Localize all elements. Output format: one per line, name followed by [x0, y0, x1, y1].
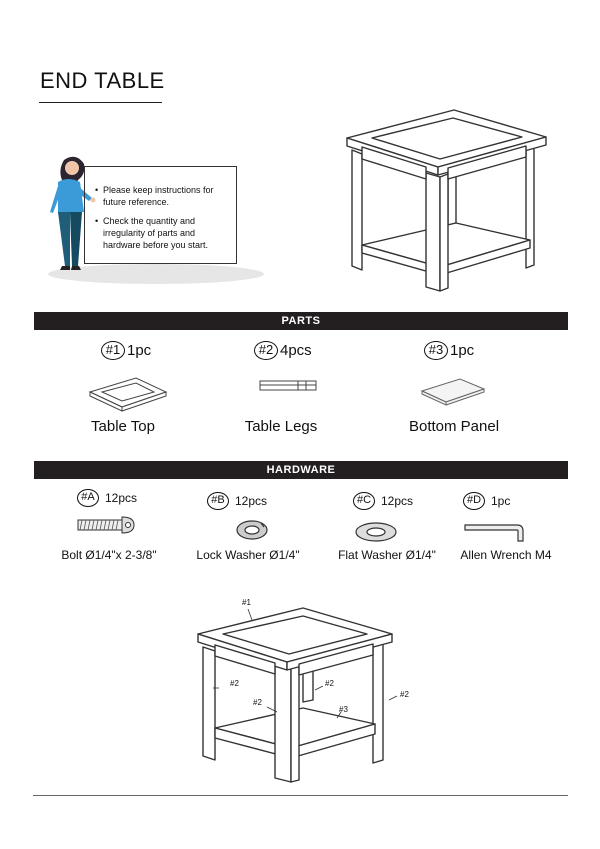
footer-rule — [33, 795, 568, 796]
bolt-icon — [76, 515, 136, 535]
hardware-name: Flat Washer Ø1/4" — [338, 548, 436, 562]
part-name: Table Legs — [244, 418, 318, 435]
part-name: Bottom Panel — [408, 418, 500, 435]
callout-label: #2 — [230, 679, 239, 688]
hardware-letter-badge: #C — [353, 492, 375, 510]
allen-wrench-icon — [463, 521, 527, 545]
callout-label: #3 — [339, 705, 348, 714]
hardware-tag — [463, 492, 510, 510]
part-tag — [101, 341, 151, 360]
hardware-name: Bolt Ø1/4"x 2-3/8" — [61, 548, 157, 562]
hardware-quantity: 12pcs — [381, 494, 414, 508]
end-table-illustration — [340, 105, 555, 300]
hardware-quantity: 1pc — [491, 494, 511, 508]
hardware-quantity: 12pcs — [235, 494, 268, 508]
hardware-quantity: 12pcs — [105, 491, 138, 505]
notice-line — [95, 215, 228, 251]
bottom-panel-icon — [420, 375, 486, 407]
hardware-section-header: HARDWARE — [34, 461, 568, 479]
hardware-letter-badge: #D — [463, 492, 485, 510]
hardware-name: Lock Washer Ø1/4" — [196, 548, 300, 562]
callout-label: #2 — [325, 679, 334, 688]
part-number-badge: #3 — [424, 341, 448, 360]
table-leg-icon — [258, 378, 318, 394]
hardware-letter-badge: #B — [207, 492, 229, 510]
part-tag — [424, 341, 474, 360]
part-quantity: 4pcs — [280, 342, 312, 359]
assembly-diagram — [195, 600, 415, 790]
title-underline — [39, 102, 162, 103]
part-number-badge: #1 — [101, 341, 125, 360]
notice-text: Please keep instructions for future reference. — [103, 185, 214, 207]
parts-section-header: PARTS — [34, 312, 568, 330]
table-top-icon — [88, 374, 168, 412]
part-number-badge: #2 — [254, 341, 278, 360]
hardware-name: Allen Wrench M4 — [460, 548, 552, 562]
part-tag — [254, 341, 312, 360]
hardware-tag — [353, 492, 413, 510]
hardware-letter-badge: #A — [77, 489, 99, 507]
part-name: Table Top — [91, 418, 155, 435]
notice-box — [84, 166, 237, 264]
lock-washer-icon — [235, 519, 269, 541]
callout-label: #2 — [400, 690, 409, 699]
flat-washer-icon — [354, 521, 398, 543]
bullet-icon: • — [95, 216, 99, 226]
callout-label: #2 — [253, 698, 262, 707]
part-quantity: 1pc — [450, 342, 475, 359]
callout-label: #1 — [242, 598, 251, 607]
hardware-tag — [77, 489, 137, 507]
part-quantity: 1pc — [127, 342, 152, 359]
bullet-icon: • — [95, 185, 99, 195]
notice-line — [95, 184, 228, 208]
document-title: END TABLE — [40, 68, 165, 93]
hardware-tag — [207, 492, 267, 510]
notice-text: Check the quantity and irregularity of parts and hardware before you start. — [103, 216, 209, 250]
